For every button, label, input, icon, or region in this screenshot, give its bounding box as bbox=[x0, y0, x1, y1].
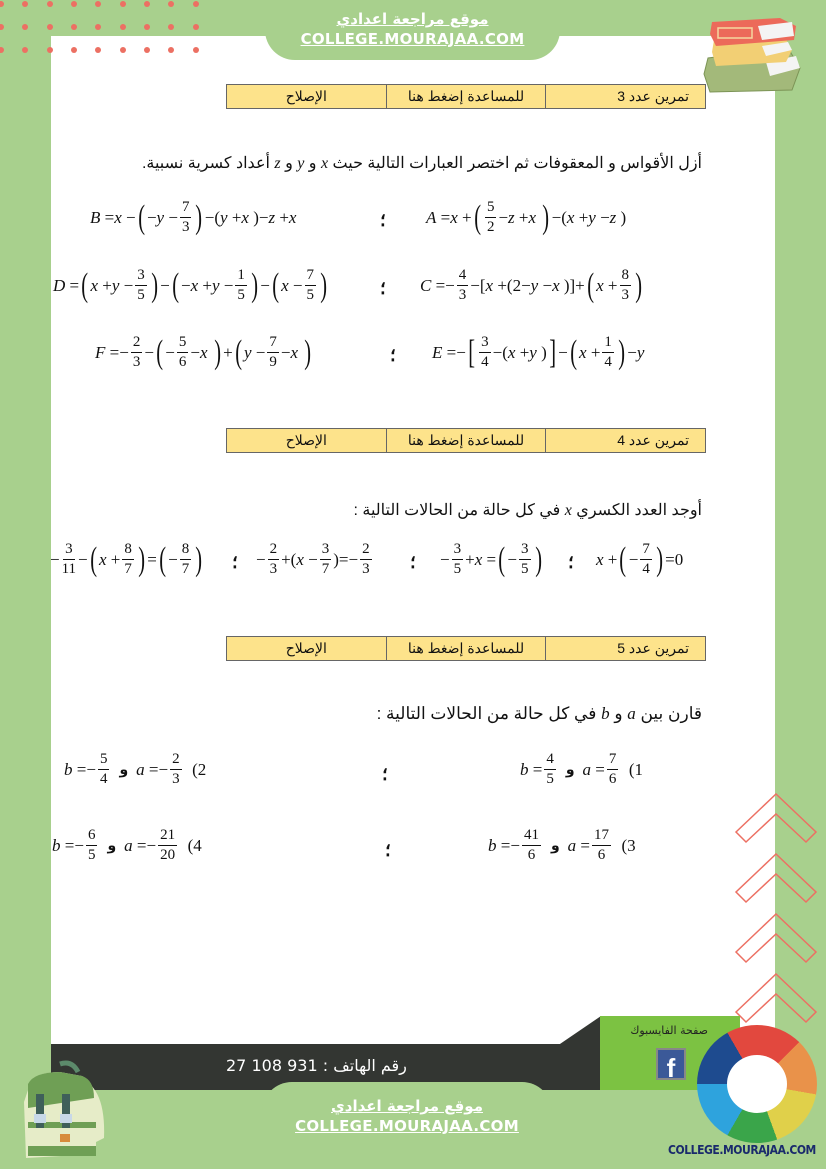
exercise-5-correction-link[interactable]: الإصلاح bbox=[285, 640, 327, 656]
exercise-4-instruction: أوجد العدد الكسري x في كل حالة من الحالات التالية : bbox=[353, 502, 702, 519]
exercise-5-help-link[interactable]: للمساعدة إضغط هنا bbox=[386, 637, 546, 660]
compare-case-3: b =− $\frac{41}{6}$ و a = $\frac{17}{6}$ (3 bbox=[488, 827, 636, 863]
exercise-4-title: تمرين عدد 4 bbox=[545, 429, 705, 452]
compare-case-2: b =− $\frac{5}{4}$ و a =− $\frac{2}{3}$ (2 bbox=[64, 751, 207, 787]
site-name-arabic[interactable]: موقع مراجعة اعدادي bbox=[336, 10, 489, 28]
phone-number: رقم الهاتف : 931 108 27 bbox=[226, 1056, 407, 1075]
expression-B: B = x − ( − y − $\frac{7}{3}$ ) −( y + x )− z + x bbox=[90, 198, 297, 236]
footer-slope bbox=[557, 1016, 601, 1046]
exercise-5-instruction: قارن بين a و b في كل حالة من الحالات التالية : bbox=[376, 704, 702, 723]
equation-4: − $\frac{3}{11}$ − ( x + $\frac{8}{7}$ ) = ( − $\frac{8}{7}$ ) bbox=[50, 540, 203, 578]
site-url-link[interactable]: COLLEGE.MOURAJAA.COM bbox=[300, 30, 525, 48]
separator: ؛ bbox=[568, 552, 574, 572]
equation-3: − $\frac{2}{3}$ +( x − $\frac{3}{7}$ )=− $\frac{2}{3}$ bbox=[256, 541, 370, 577]
expression-F: F =− $\frac{2}{3}$ − ( − $\frac{5}{6}$ − x ) + ( y − $\frac{7}{9}$ − x ) bbox=[95, 333, 312, 371]
expression-E: E =− [ $\frac{3}{4}$ −( x + y ) ] − ( x + $\frac{1}{4}$ ) − y bbox=[432, 333, 645, 371]
site-footer-banner[interactable] bbox=[262, 1082, 552, 1169]
separator: ؛ bbox=[390, 345, 396, 365]
exercise-5-header-table bbox=[226, 636, 706, 661]
exercise-3-instruction: أزل الأقواس و المعقوفات ثم اختصر العبارات التالية حيث x و y و z أعداد كسرية نسبية. bbox=[141, 155, 702, 172]
equation-1: x + ( − $\frac{7}{4}$ ) =0 bbox=[596, 540, 684, 578]
exercise-5-title: تمرين عدد 5 bbox=[545, 637, 705, 660]
chevron-up-decoration-icon bbox=[734, 792, 824, 1032]
mourajaa-logo-ring bbox=[697, 1025, 817, 1143]
expression-C: C =− $\frac{4}{3}$ −[ x +(2− y − x )]+ ( x + $\frac{8}{3}$ ) bbox=[420, 266, 643, 304]
compare-case-1: b = $\frac{4}{5}$ و a = $\frac{7}{6}$ (1 bbox=[520, 751, 644, 787]
separator: ؛ bbox=[380, 210, 386, 230]
separator: ؛ bbox=[380, 278, 386, 298]
exercise-3-correction-link[interactable]: الإصلاح bbox=[285, 88, 327, 104]
separator: ؛ bbox=[382, 764, 388, 784]
exercise-3-title: تمرين عدد 3 bbox=[545, 85, 705, 108]
equation-2: − $\frac{3}{5}$ + x = ( − $\frac{3}{5}$ ) bbox=[440, 540, 542, 578]
decorative-dots-row bbox=[0, 47, 200, 107]
expression-D: D = ( x + y − $\frac{3}{5}$ ) − ( − x + y − $\frac{1}{5}$ ) − ( x − $\frac{7}{5}$ ) bbox=[53, 266, 328, 304]
exercise-3-header-table bbox=[226, 84, 706, 109]
footer-site-url-link[interactable]: COLLEGE.MOURAJAA.COM bbox=[295, 1117, 519, 1135]
exercise-4-correction-link[interactable]: الإصلاح bbox=[285, 432, 327, 448]
facebook-page-label: صفحة الفايسبوك bbox=[630, 1024, 708, 1037]
separator: ؛ bbox=[385, 840, 391, 860]
facebook-icon[interactable]: f bbox=[656, 1048, 686, 1080]
separator: ؛ bbox=[410, 552, 416, 572]
compare-case-4: b =− $\frac{6}{5}$ و a =− $\frac{21}{20}$ (4 bbox=[52, 827, 202, 863]
footer-site-name-arabic[interactable]: موقع مراجعة اعدادي bbox=[331, 1097, 483, 1115]
site-header-banner[interactable] bbox=[265, 0, 560, 60]
books-illustration bbox=[696, 12, 806, 94]
logo-site-url[interactable]: COLLEGE.MOURAJAA.COM bbox=[668, 1143, 816, 1157]
expression-A: A = x + ( $\frac{5}{2}$ − z + x ) −( x + y − z ) bbox=[426, 198, 627, 236]
backpack-illustration bbox=[10, 1058, 110, 1166]
left-decorative-strip bbox=[2, 36, 51, 1096]
exercise-4-help-link[interactable]: للمساعدة إضغط هنا bbox=[386, 429, 546, 452]
exercise-3-help-link[interactable]: للمساعدة إضغط هنا bbox=[386, 85, 546, 108]
exercise-4-header-table bbox=[226, 428, 706, 453]
separator: ؛ bbox=[232, 552, 238, 572]
